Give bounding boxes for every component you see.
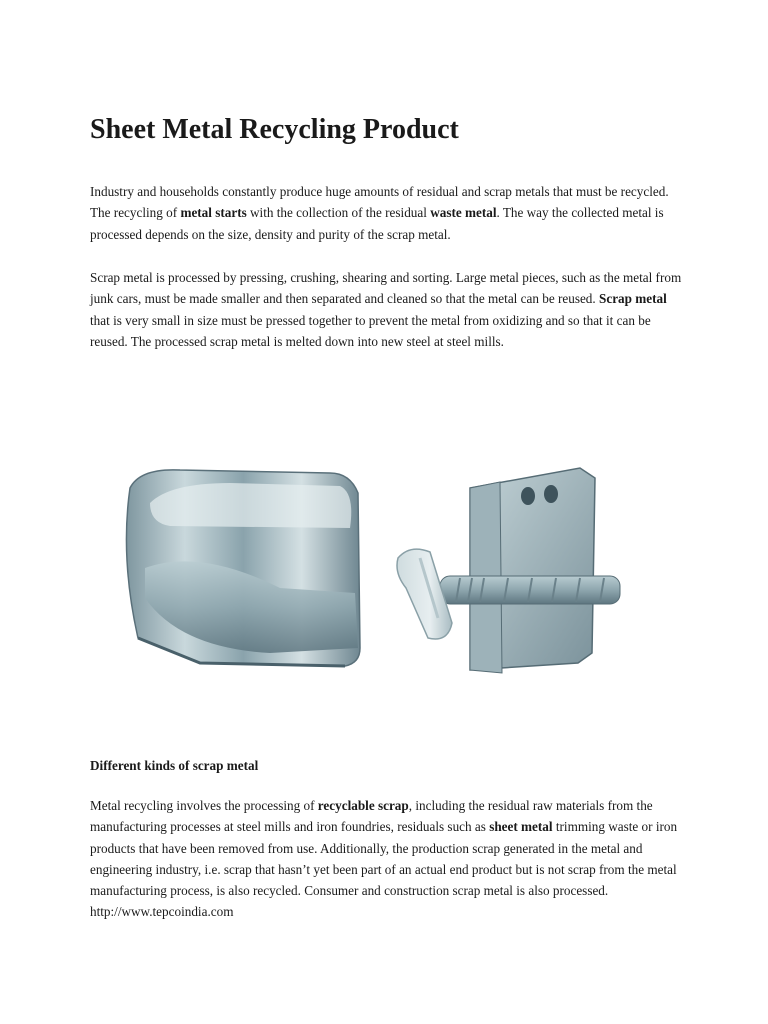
metal-clamps-image	[110, 448, 670, 698]
text: Industry and households constantly produce huge amounts of residual and scrap metals that must be recycled. The recycling of	[90, 184, 669, 221]
text: trimming waste or iron products that have been removed from use. Additionally, the production scrap generated in the metal and engineering industry, i.e. scrap that hasn’t yet been part of an actual end product but is not scrap from the metal manufacturing process, is also recycled. Consumer and construction scrap metal is also processed. http://www.tepcoindia.com	[90, 819, 678, 920]
text: . The way the collected metal is processed depends on the size, density and purity of the scrap metal.	[90, 205, 664, 242]
screw-clamp-shape	[397, 468, 620, 673]
bold-term: recyclable scrap	[317, 798, 409, 813]
scrap-kinds-paragraph	[90, 795, 686, 923]
processing-paragraph	[90, 267, 686, 352]
bold-term: waste metal	[430, 205, 497, 221]
bold-term: sheet metal	[489, 819, 553, 835]
text: with the collection of the residual	[246, 205, 431, 221]
text: , including the residual raw materials from the manufacturing processes at steel mills and iron foundries, residuals such as	[90, 798, 653, 835]
bold-term: metal starts	[180, 205, 247, 221]
intro-paragraph	[90, 181, 686, 245]
text: Scrap metal is processed by pressing, crushing, shearing and sorting. Large metal pieces, such as the metal from junk cars, must be made smaller and then separated and cleaned so that the metal can be reused.	[90, 270, 682, 307]
text: Metal recycling involves the processing of	[90, 798, 318, 813]
text: that is very small in size must be pressed together to prevent the metal from oxidizing and so that it can be reused. The processed scrap metal is melted down into new steel at steel mills.	[90, 312, 651, 349]
page-title: Sheet Metal Recycling Product	[90, 114, 459, 145]
bold-term: Scrap metal	[599, 291, 667, 307]
section-heading: Different kinds of scrap metal	[90, 758, 259, 773]
curved-clamp-shape	[126, 470, 360, 666]
